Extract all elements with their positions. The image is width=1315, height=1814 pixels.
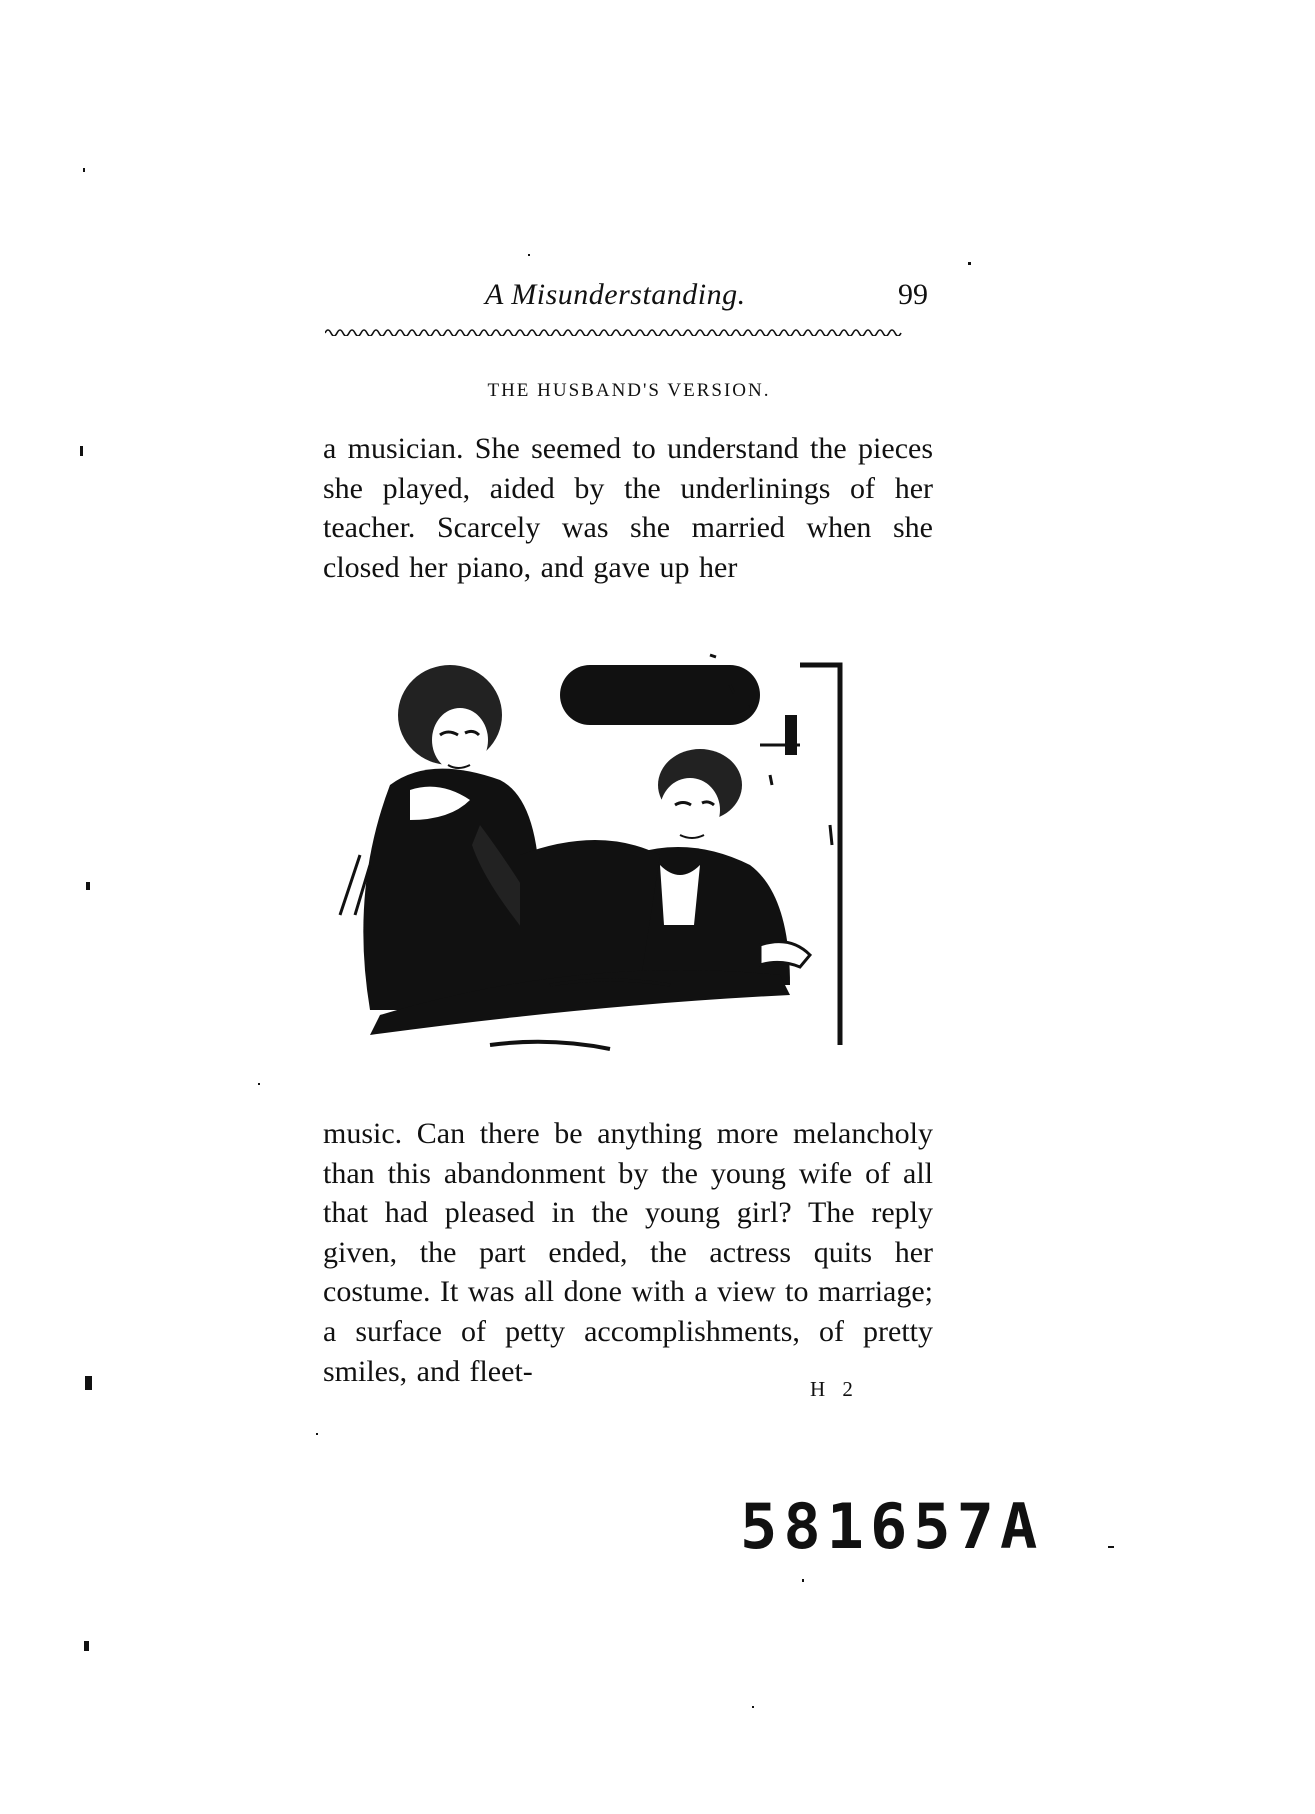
scan-speck [86, 882, 90, 890]
scan-speck [752, 1706, 754, 1708]
engraving-illustration [330, 625, 920, 1065]
page-number: 99 [898, 278, 928, 311]
ornamental-rule [325, 326, 935, 336]
scan-speck [84, 1641, 89, 1651]
scan-speck [258, 1083, 260, 1085]
section-heading: THE HUSBAND'S VERSION. [487, 380, 771, 401]
scan-speck [80, 446, 83, 456]
body-paragraph-1: a musician. She seemed to understand the pieces she played, aided by the underlinings of her teacher. Scarcely was she married when she closed her piano, and gave up her [323, 432, 933, 584]
scan-speck [85, 1376, 92, 1390]
scan-speck [1108, 1546, 1114, 1548]
stamp-number: 581657A [740, 1490, 1044, 1563]
scan-speck [528, 254, 530, 256]
running-title: A Misunderstanding. [485, 278, 746, 311]
scan-speck [968, 262, 971, 265]
signature-mark: H 2 [810, 1377, 859, 1401]
body-paragraph-2: music. Can there be anything more melancholy than this abandonment by the young wife of all that had pleased in the young girl? The reply given, the part ended, the actress quits her costume. It was all done with a view to marriage; a surface of petty accomplishments, of pretty smiles, and fleet- [323, 1117, 933, 1388]
scan-speck [316, 1433, 318, 1435]
scan-speck [83, 168, 85, 172]
scan-speck [802, 1579, 804, 1582]
